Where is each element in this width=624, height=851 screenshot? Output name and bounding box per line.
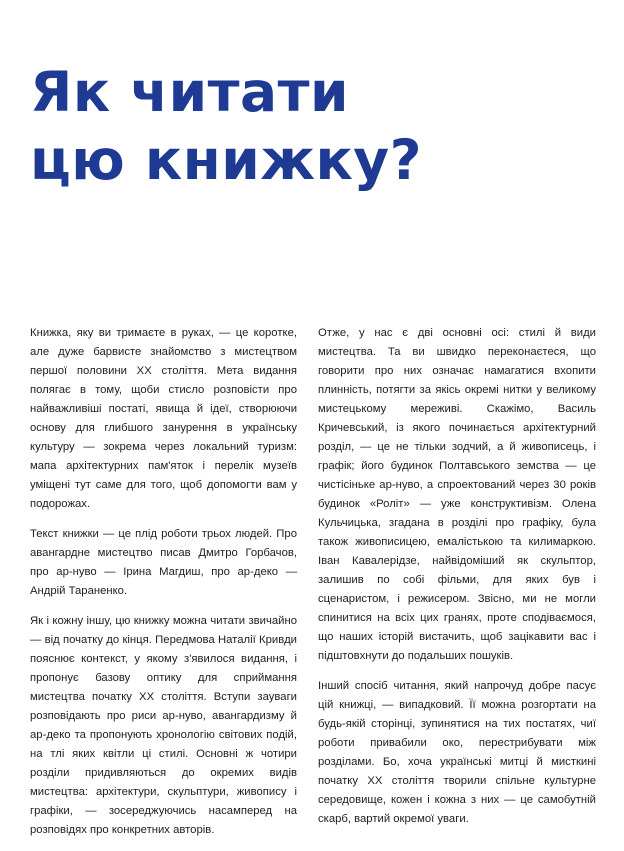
title-line-2: цю книжку? bbox=[30, 128, 423, 192]
paragraph: Текст книжки — це плід роботи трьох людей. Про авангардне мистецтво писав Дмитро Горбачов, про ар-нуво — Ірина Магдиш, про ар-деко — Андрій Тараненко. bbox=[30, 528, 297, 597]
paragraph: Книжка, яку ви тримаєте в руках, — це коротке, але дуже барвисте знайомство з мистецтвом першої половини ХХ століття. Мета видання полягає в тому, щоби стисло розповісти про найважливіші постаті, явища й ідеї, створюючи основу для глибшого занурення в українську культуру — зокрема через локальний туризм: мапа архітектурних пам'яток і перелік музеїв уміщені тут саме для того, щоб допомогти вам у подорожах. bbox=[30, 327, 297, 510]
paragraph: Отже, у нас є дві основні осі: стилі й види мистецтва. Та ви швидко переконаєтеся, що говорити про них означає намагатися вхопити плинність, потягти за якісь окремі нитки у великому мистецькому мереживі. Скажімо, Василь Кричевський, із якого починається архітектурний розділ, — це не тільки зодчий, а й живописець, і графік; його будинок Полтавського земства — це чистісіньке ар-нуво, а спроектований через 30 років будинок «Роліт» — уже конструктивізм. Олена Кульчицька, згадана в розділі про графіку, була також живописицею, емалістькою та килимаркою. Іван Кавалерідзе, найвідоміший як скульптор, залишив по собі фільми, для яких був і сценаристом, і режисером. Звісно, ми не могли спинитися на всіх цих гранях, проте сподіваємося, що наших історій вистачить, щоб зацікавити вас і підштовхнути до подальших пошуків. bbox=[318, 327, 596, 662]
title-line-1: Як читати bbox=[30, 60, 350, 124]
page-title bbox=[30, 58, 422, 194]
right-column bbox=[318, 324, 596, 840]
left-column bbox=[30, 324, 297, 851]
paragraph: Як і кожну іншу, цю книжку можна читати звичайно — від початку до кінця. Передмова Наталії Кривди пояснює контекст, у якому з'явилося видання, і пропонує базову оптику для сприймання мистецтва початку ХХ століття. Вступи зауваги розповідають про риси ар-нуво, авангардизму й ар-деко та пропонують хронологію світових подій, на тлі яких квітли ці стилі. Основні ж чотири розділи придивляються до окремих видів мистецтва: архітектури, скульптури, живопису і графіки, — зосереджуючись насамперед на розповідях про конкретних авторів. bbox=[30, 615, 297, 836]
paragraph: Інший спосіб читання, який напрочуд добре пасує цій книжці, — випадковий. Її можна розгортати на будь-якій сторінці, зупинятися на тих постатях, чиї роботи привабили око, перестрибувати між розділами. Бо, хоча українські митці й мисткині початку ХХ століття творили спільне культурне середовище, кожен і кожна з них — це самобутній скарб, вартий окремої уваги. bbox=[318, 680, 596, 825]
